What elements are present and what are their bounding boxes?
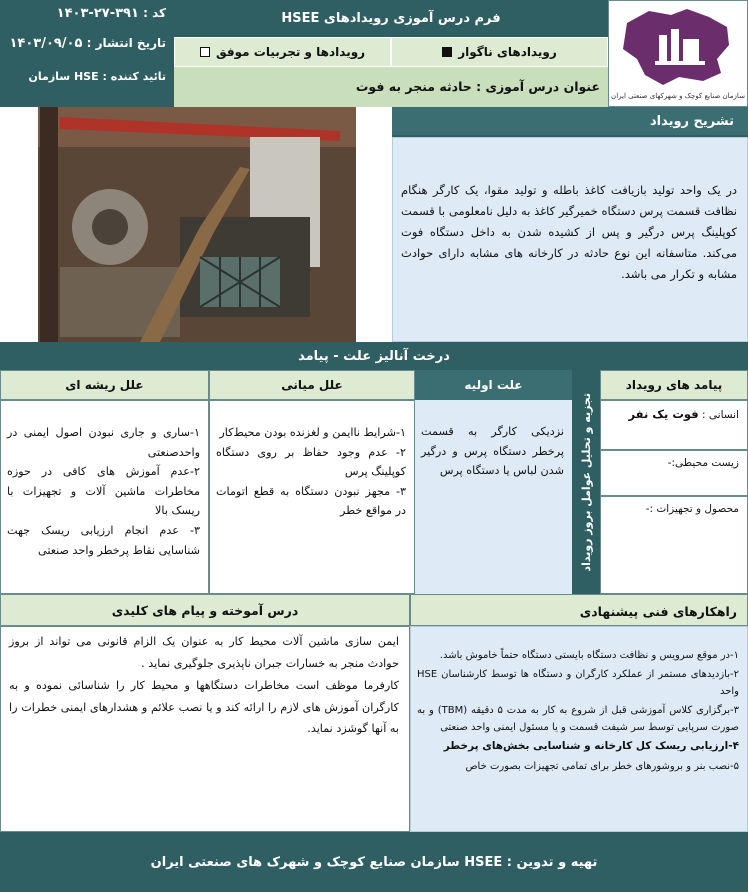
- root-cause-header: علل ریشه ای: [0, 370, 209, 400]
- solutions-body: [410, 626, 748, 832]
- doc-code: [8, 6, 166, 36]
- lessons-text: ایمن سازی ماشین آلات محیط کار به عنوان یک الزام قانونی می تواند از بروز حوادث منجر به خسارات جبران ناپذیری جلوگیری نماید . کارفرما موظف است مخاطرات دستگاهها و محیط کار را شناسائی نموده و به کارگران آموزش های لازم را ارائه کند و یا نصب علائم و هشدارهای ایمنی خطرات را به آنها گوشزد نماید.: [9, 635, 399, 736]
- root-cause-cell: [0, 400, 209, 594]
- consequence-human-value: فوت یک نفر: [628, 407, 699, 421]
- lessons-body: [0, 626, 410, 832]
- event-type-negative[interactable]: [391, 37, 608, 67]
- side-vertical-label-text: تجزیه و تحلیل عوامل بروز رویداد: [579, 392, 593, 572]
- primary-cause-header: علت اولیه: [415, 370, 572, 400]
- footer-credit: تهیه و تدوین : HSEE سازمان صنایع کوچک و شهرک های صنعتی ایران: [0, 832, 748, 892]
- logo-box: [608, 0, 748, 107]
- consequence-human: [600, 400, 748, 450]
- solution-item-4: ۴-ارزیابی ریسک کل کارخانه و شناسایی بخش‌های پرخطر: [443, 740, 739, 752]
- event-type-negative-label: رویدادهای ناگوار: [458, 45, 557, 59]
- solution-item-3: ۳-برگزاری کلاس آموزشی قبل از شروع به کار به مدت ۵ دقیقه (TBM) و به صورت سرپایی توسط سر شیفت قسمت و یا مسئول ایمنی واحد صنعتی: [417, 705, 739, 733]
- doc-info-panel: [0, 0, 174, 107]
- doc-code-value: ۳۹۱-۲۷-۱۴۰۳: [56, 6, 139, 21]
- primary-cause-text: نزدیکی کارگر به قسمت پرخطر دستگاه پرس و درگیر شدن لباس یا دستگاه پرس: [421, 425, 564, 478]
- solution-item-2: ۲-بازدیدهای مستمر از عملکرد کارگران و دستگاه ها توسط کارشناسان HSE واحد: [417, 669, 739, 697]
- machinery-photo-illustration: [0, 107, 392, 342]
- primary-cause-cell: [415, 400, 572, 594]
- side-vertical-label: [572, 370, 600, 594]
- description-body: [392, 137, 748, 342]
- logo-caption: سازمان صنایع کوچک و شهرکهای صنعتی ایران: [611, 92, 745, 100]
- intermediate-cause-header: علل میانی: [209, 370, 415, 400]
- consequence-environment: [600, 450, 748, 496]
- doc-approver: [8, 70, 166, 83]
- doc-approver-value: HSE سازمان: [28, 70, 99, 83]
- form-title: فرم درس آموزی رویدادهای HSEE: [174, 0, 608, 37]
- doc-publish-label: تاریخ انتشار :: [86, 36, 166, 50]
- solution-item-1: ۱-در موقع سرویس و نظافت دستگاه بایستی دستگاه حتماً خاموش باشد.: [439, 650, 739, 661]
- doc-approver-label: تائید کننده :: [102, 70, 166, 83]
- checkbox-checked-icon[interactable]: [442, 47, 452, 57]
- solution-item-5: ۵-نصب بنر و بروشورهای خطر برای تمامی تجهیزات بصورت خاص: [465, 760, 739, 772]
- consequences-header: پیامد های رویداد: [600, 370, 748, 400]
- organization-logo: [609, 1, 747, 106]
- root-cause-text: ۱-ساری و جاری نبودن اصول ایمنی در واحدصنعتی ۲-عدم آموزش های کافی در حوزه مخاطرات ماشین آلات و تجهیزات با ریسک بالا ۳- عدم انجام ارزیابی ریسک جهت شناسایی نقاط پرخطر واحد صنعتی: [7, 426, 200, 557]
- consequence-equipment: [600, 496, 748, 594]
- intermediate-cause-text: ۱-شرایط ناایمن و لغزنده بودن محیط‌کار ۲- عدم وجود حفاظ بر روی دستگاه کوپلینگ پرس ۳- مجهز نبودن دستگاه به قطع اتومات در مواقع خطر: [216, 426, 406, 518]
- analysis-tree-title: درخت آنالیز علت - پیامد: [0, 342, 748, 370]
- lesson-title: عنوان درس آموزی : حادثه منجر به فوت: [174, 67, 608, 107]
- event-type-success[interactable]: [174, 37, 391, 67]
- description-title: تشریح رویداد: [392, 107, 748, 137]
- consequence-human-label: انسانی :: [702, 409, 739, 421]
- doc-publish-date: [8, 36, 166, 70]
- event-type-success-label: رویدادها و تجربیات موفق: [215, 45, 366, 59]
- description-text: در یک واحد تولید بازیافت کاغذ باطله و تولید مقوا، یک کارگر هنگام نظافت قسمت پرس دستگاه خمیرگیر کاغذ به دلیل نامعلومی با قسمت کوپلینگ پرس درگیر و پس از کشیده شدن به داخل دستگاه فوت می‌کند. متاسفانه این نوع حادثه در کارخانه های مشابه دارای حوادث مشابه و تکرار می باشد.: [401, 183, 737, 281]
- consequence-equipment-label: محصول و تجهیزات :-: [645, 503, 739, 515]
- checkbox-empty-icon[interactable]: [200, 47, 210, 57]
- doc-code-label: کد :: [143, 6, 166, 20]
- solutions-title: راهکارهای فنی پیشنهادی: [410, 594, 748, 626]
- incident-photo: [0, 107, 392, 342]
- consequence-environment-label: زیست محیطی:-: [667, 457, 739, 469]
- lessons-title: درس آموخته و پیام های کلیدی: [0, 594, 410, 626]
- doc-publish-value: ۱۴۰۳/۰۹/۰۵: [9, 36, 83, 51]
- intermediate-cause-cell: [209, 400, 415, 594]
